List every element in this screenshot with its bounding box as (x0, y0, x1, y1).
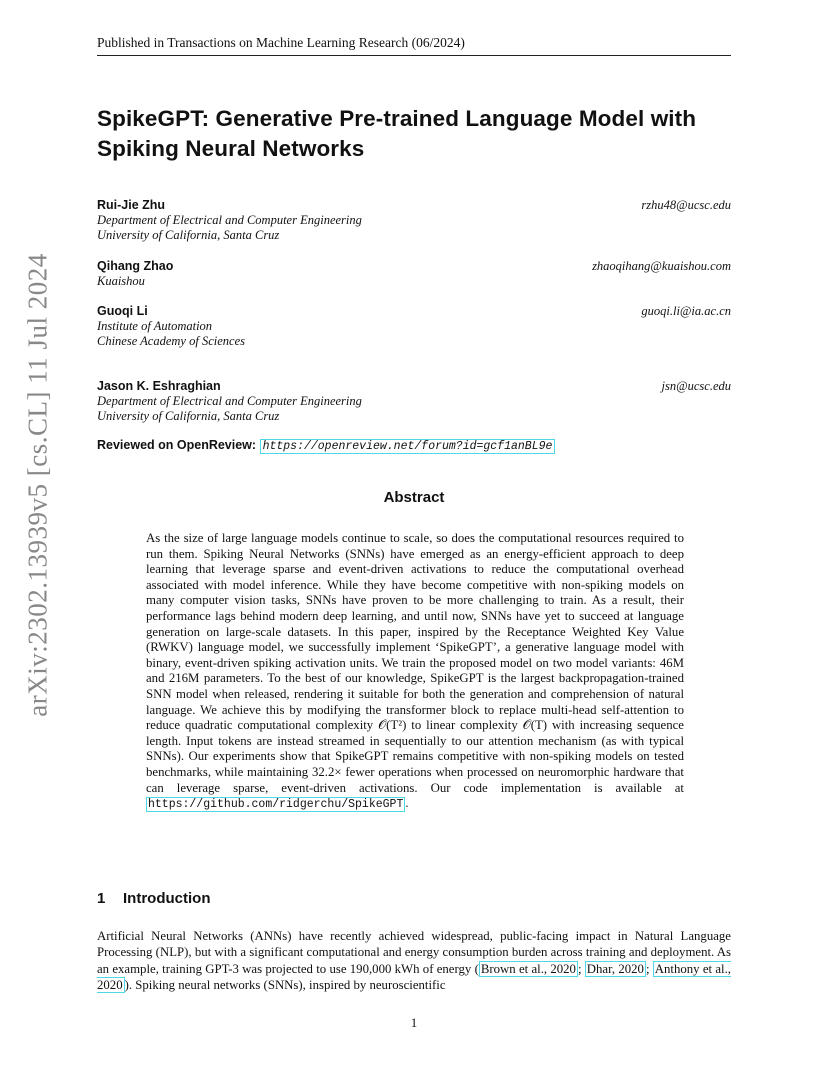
author-block (97, 304, 731, 349)
openreview-link[interactable]: https://openreview.net/forum?id=gcf1anBL9e (260, 439, 556, 454)
abstract-heading: Abstract (383, 489, 445, 506)
author-block (97, 259, 731, 289)
paper-title-line-2: Spiking Neural Networks (97, 136, 365, 161)
author-affiliation: University of California, Santa Cruz (97, 409, 280, 423)
author-affiliation: Chinese Academy of Sciences (97, 334, 245, 348)
citation-separator: ; (577, 961, 585, 976)
arxiv-stamp-text: arXiv:2302.13939v5 [cs.CL] 11 Jul 2024 (22, 253, 53, 717)
author-name: Jason K. Eshraghian (97, 379, 221, 393)
author-block (97, 198, 731, 243)
code-repository-link[interactable]: https://github.com/ridgerchu/SpikeGPT (148, 798, 404, 812)
intro-text: ). Spiking neural networks (SNNs), inspired by neuroscientific (124, 978, 446, 993)
author-affiliation: Department of Electrical and Computer Engineering (97, 213, 362, 227)
author-affiliation: University of California, Santa Cruz (97, 228, 280, 242)
intro-text: Artificial Neural Networks (ANNs) have recently achieved widespread, public-facing impact in Natural Language Processing (NLP), but with a significant computational and energy consumption burden across training and deployment. As an example, training GPT-3 was projected to use 190,000 kWh of energy ( (97, 929, 731, 976)
author-email[interactable]: rzhu48@ucsc.edu (641, 198, 731, 212)
author-email[interactable]: jsn@ucsc.edu (661, 379, 731, 393)
abstract-text (146, 531, 684, 813)
openreview-label: Reviewed on OpenReview: (97, 438, 257, 452)
section-title: Introduction (123, 890, 211, 907)
author-name: Guoqi Li (97, 304, 148, 318)
section-number: 1 (97, 890, 106, 907)
author-affiliation: Institute of Automation (97, 319, 213, 333)
abstract-end: . (405, 796, 409, 811)
citation-link[interactable]: Anthony et al., 2020 (97, 961, 731, 993)
citation-link[interactable]: Brown et al., 2020 (480, 961, 576, 976)
journal-header: Published in Transactions on Machine Learning Research (06/2024) (97, 35, 731, 56)
author-email[interactable]: guoqi.li@ia.ac.cn (641, 304, 731, 318)
paper-title (97, 104, 737, 164)
citation-link[interactable]: Dhar, 2020 (586, 961, 644, 976)
author-affiliation: Department of Electrical and Computer Engineering (97, 394, 362, 408)
openreview-line (97, 438, 555, 453)
abstract-paragraph: As the size of large language models continue to scale, so does the computational resources required to run them. Spiking Neural Networks (SNNs) have emerged as an energy-efficient approach to deep learning that leverage sparse and event-driven activations to reduce the computational overhead associated with model inference. While they have become competitive with non-spiking models on many computer vision tasks, SNNs have proven to be more challenging to train. As a result, their performance lags behind modern deep learning, and until now, SNNs have yet to succeed at language generation on large-scale datasets. In this paper, inspired by the Receptance Weighted Key Value (RWKV) language model, we successfully implement ‘SpikeGPT’, a generative language model with binary, event-driven spiking activation units. We train the proposed model on two model variants: 46M and 216M parameters. To the best of our knowledge, SpikeGPT is the largest backpropagation-trained SNN model when released, rendering it suitable for both the generation and comprehension of natural language. We achieve this by modifying the transformer block to replace multi-head self-attention to reduce quadratic computational complexity 𝒪(T²) to linear complexity 𝒪(T) with increasing sequence length. Input tokens are instead streamed in sequentially to our attention mechanism (as with typical SNNs). Our experiments show that SpikeGPT remains competitive with non-spiking models on tested benchmarks, while maintaining 32.2× fewer operations when processed on neuromorphic hardware that can leverage sparse, event-driven activations. Our code implementation is available at (146, 531, 684, 795)
author-name: Qihang Zhao (97, 259, 174, 273)
author-block (97, 379, 731, 424)
section-heading-introduction (97, 890, 210, 907)
author-affiliation: Kuaishou (97, 274, 145, 288)
paper-title-line-1: SpikeGPT: Generative Pre-trained Language Model with (97, 106, 697, 131)
author-email[interactable]: zhaoqihang@kuaishou.com (592, 259, 731, 273)
citation-separator: ; (645, 961, 653, 976)
author-name: Rui-Jie Zhu (97, 198, 166, 212)
page-number: 1 (410, 1015, 418, 1030)
introduction-paragraph (97, 928, 731, 994)
